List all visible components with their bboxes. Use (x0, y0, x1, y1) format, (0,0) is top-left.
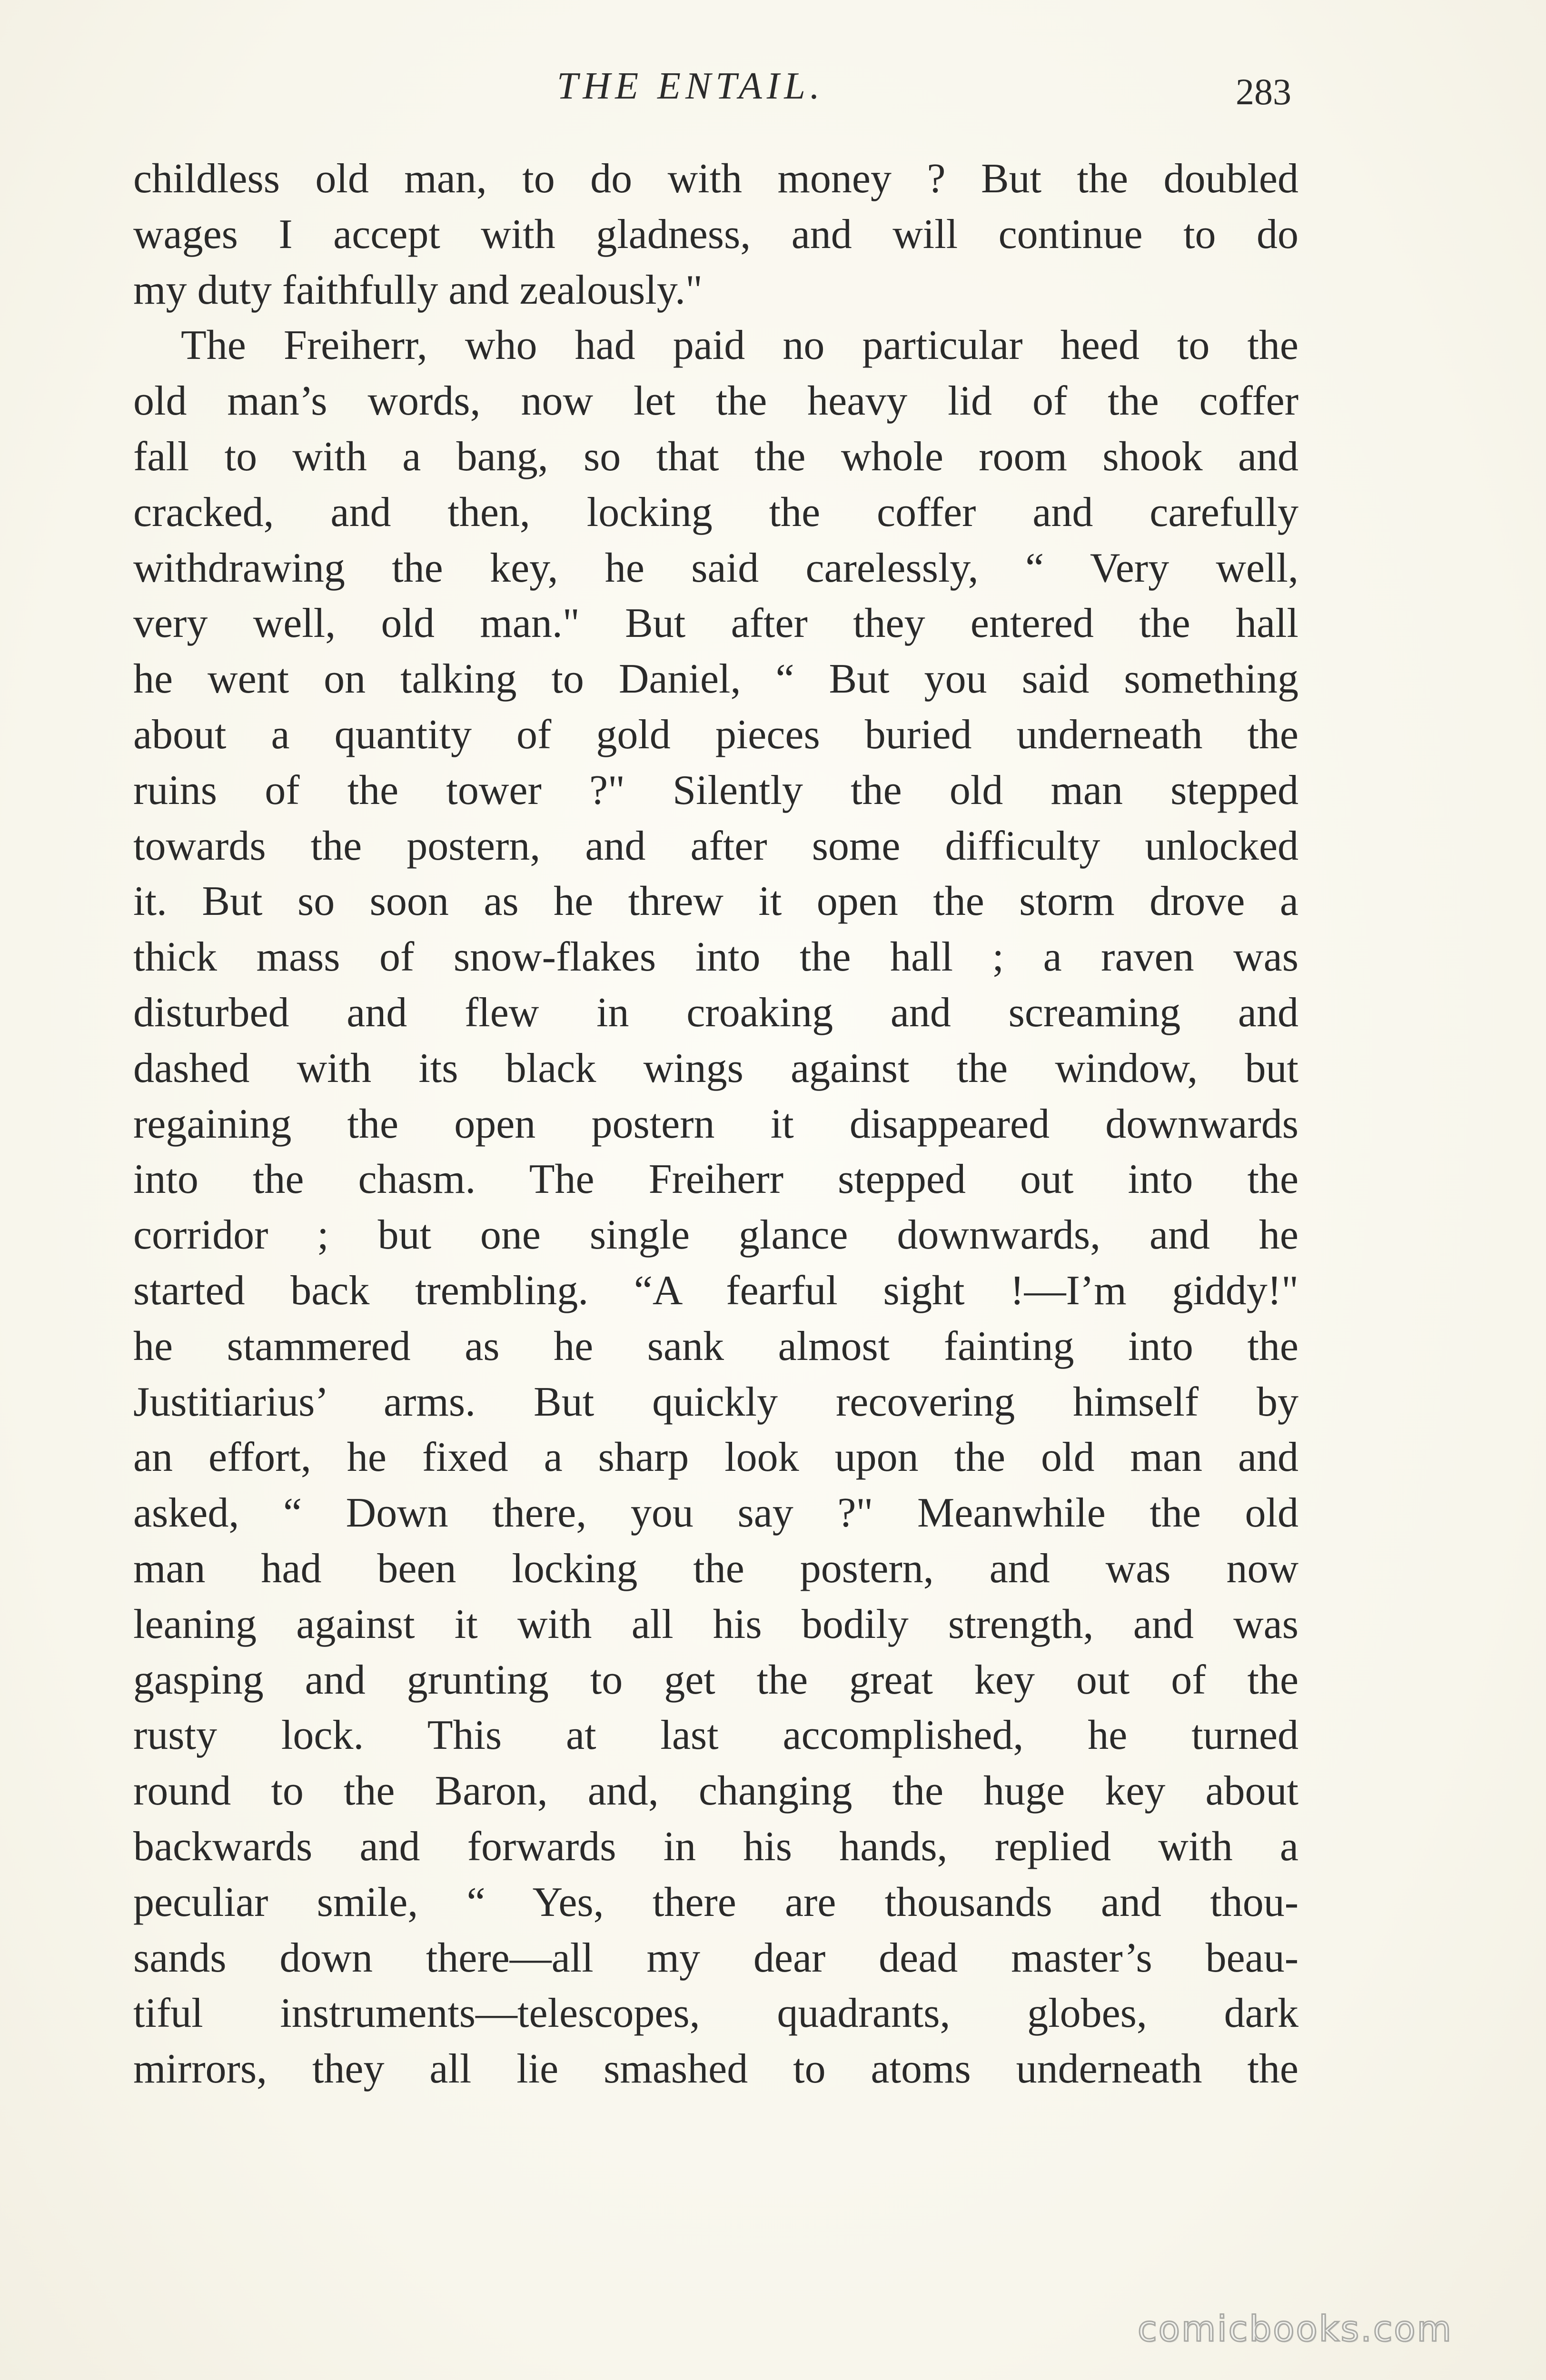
text-line: very well, old man." But after they entered the hall (133, 600, 1298, 647)
text-line: my duty faithfully and zealously." (133, 267, 703, 313)
text-line: wages I accept with gladness, and will continue to do (133, 211, 1298, 258)
text-line: into the chasm. The Freiherr stepped out into the (133, 1156, 1298, 1203)
text-line: backwards and forwards in his hands, replied with a (133, 1823, 1298, 1870)
text-line: about a quantity of gold pieces buried underneath the (133, 711, 1298, 758)
text-line: The Freiherr, who had paid no particular heed to the (181, 322, 1298, 369)
text-line: he stammered as he sank almost fainting into the (133, 1323, 1298, 1369)
text-line: round to the Baron, and, changing the huge key about (133, 1768, 1298, 1815)
text-line: disturbed and flew in croaking and screaming and (133, 989, 1298, 1036)
text-line: rusty lock. This at last accomplished, he turned (133, 1712, 1298, 1759)
text-line: old man’s words, now let the heavy lid of the coffer (133, 378, 1298, 425)
text-line: childless old man, to do with money ? But the doubled (133, 156, 1298, 202)
text-line: mirrors, they all lie smashed to atoms underneath the (133, 2046, 1298, 2092)
paragraph (133, 318, 1298, 2097)
text-line: ruins of the tower ?" Silently the old man stepped (133, 767, 1298, 813)
page-number: 283 (1236, 71, 1291, 112)
text-line: he went on talking to Daniel, “ But you said something (133, 656, 1298, 703)
text-line: tiful instruments—telescopes, quadrants, globes, dark (133, 1990, 1298, 2037)
text-line: dashed with its black wings against the window, but (133, 1045, 1298, 1091)
body-text (133, 151, 1298, 2097)
running-title: THE ENTAIL. (557, 65, 824, 107)
text-line: asked, “ Down there, you say ?" Meanwhile the old (133, 1490, 1298, 1537)
watermark: comicbooks.com (1138, 2309, 1453, 2350)
text-line: towards the postern, and after some difficulty unlocked (133, 823, 1298, 869)
text-line: gasping and grunting to get the great key out of the (133, 1656, 1298, 1703)
text-line: Justitiarius’ arms. But quickly recovering himself by (133, 1378, 1298, 1425)
page-header (0, 61, 1546, 113)
text-line: corridor ; but one single glance downwards, and he (133, 1212, 1298, 1259)
text-line: started back trembling. “A fearful sight !—I’m giddy!" (133, 1267, 1298, 1314)
text-line: sands down there—all my dear dead master’s beau- (133, 1934, 1298, 1981)
text-line: withdrawing the key, he said carelessly, “ Very well, (133, 545, 1298, 591)
text-line: thick mass of snow-flakes into the hall ; a raven was (133, 934, 1298, 981)
text-line: regaining the open postern it disappeared downwards (133, 1101, 1298, 1147)
text-line: it. But so soon as he threw it open the storm drove a (133, 878, 1298, 925)
text-line: cracked, and then, locking the coffer and carefully (133, 489, 1298, 536)
text-line: fall to with a bang, so that the whole room shook and (133, 433, 1298, 480)
paragraph (133, 151, 1298, 318)
text-line: an effort, he fixed a sharp look upon the old man and (133, 1434, 1298, 1481)
text-line: man had been locking the postern, and was now (133, 1545, 1298, 1592)
text-line: peculiar smile, “ Yes, there are thousands and thou- (133, 1879, 1298, 1925)
text-line: leaning against it with all his bodily strength, and was (133, 1601, 1298, 1647)
